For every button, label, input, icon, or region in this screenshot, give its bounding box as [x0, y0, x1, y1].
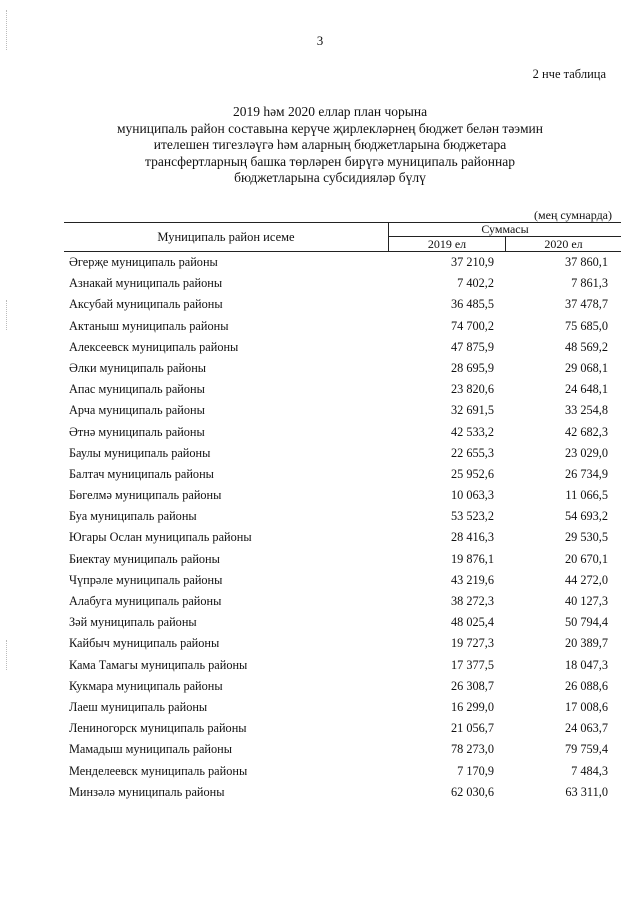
header-sums: Суммасы — [389, 223, 621, 237]
row-district-name: Баулы муниципаль районы — [69, 445, 211, 460]
row-value-2019: 78 273,0 — [450, 742, 494, 757]
title-line: муниципаль район составына керүче җирлекләрнең бюджет белән тәэмин — [117, 120, 543, 136]
row-value-2019: 32 691,5 — [450, 403, 494, 418]
title-line: 2019 һәм 2020 еллар план чорына — [232, 104, 428, 119]
row-value-2020: 50 794,4 — [564, 615, 608, 630]
row-value-2019: 47 875,9 — [450, 339, 494, 354]
row-district-name: Лаеш муниципаль районы — [69, 699, 208, 714]
row-value-2019: 26 308,7 — [450, 678, 494, 693]
table-row — [64, 422, 621, 443]
table-body — [64, 252, 621, 803]
table-row — [64, 379, 621, 400]
row-value-2020: 17 008,6 — [564, 699, 608, 714]
row-district-name: Аксубай муниципаль районы — [69, 297, 223, 312]
document-title — [60, 104, 600, 187]
table-row — [64, 358, 621, 379]
row-value-2020: 7 861,3 — [571, 276, 608, 291]
table-row — [64, 655, 621, 676]
row-value-2019: 42 533,2 — [450, 424, 494, 439]
row-value-2019: 36 485,5 — [450, 297, 494, 312]
row-value-2020: 23 029,0 — [564, 445, 608, 460]
row-value-2020: 24 063,7 — [564, 721, 608, 736]
row-value-2019: 38 272,3 — [450, 594, 494, 608]
table-row — [64, 464, 621, 485]
row-district-name: Алексеевск муниципаль районы — [69, 339, 239, 354]
row-district-name: Минзәлә муниципаль районы — [69, 784, 225, 799]
table-row — [64, 252, 621, 273]
row-district-name: Алабуга муниципаль районы — [69, 594, 222, 608]
row-value-2020: 54 693,2 — [564, 509, 608, 524]
row-value-2019: 22 655,3 — [450, 445, 494, 460]
row-district-name: Зәй муниципаль районы — [69, 615, 197, 630]
row-value-2019: 28 695,9 — [450, 360, 494, 375]
row-district-name: Кама Тамагы муниципаль районы — [69, 657, 248, 672]
row-value-2020: 48 569,2 — [564, 339, 608, 354]
row-district-name: Мамадыш муниципаль районы — [69, 742, 233, 757]
row-district-name: Чүпрәле муниципаль районы — [69, 572, 223, 587]
row-district-name: Менделеевск муниципаль районы — [69, 763, 248, 778]
table-row — [64, 718, 621, 739]
row-value-2019: 17 377,5 — [450, 657, 494, 672]
row-value-2019: 48 025,4 — [450, 615, 494, 630]
row-value-2019: 43 219,6 — [450, 572, 494, 587]
row-value-2020: 29 068,1 — [564, 360, 608, 375]
table-row — [64, 739, 621, 760]
row-district-name: Әгерҗе муниципаль районы — [69, 255, 218, 269]
title-line: ителешен тигезләүгә һәм аларның бюджетларына бюджетара — [153, 137, 507, 153]
row-value-2020: 11 066,5 — [565, 488, 608, 503]
row-value-2019: 53 523,2 — [450, 509, 494, 524]
row-district-name: Әтнә муниципаль районы — [69, 424, 205, 439]
row-value-2019: 23 820,6 — [450, 382, 494, 397]
row-district-name: Актаныш муниципаль районы — [69, 318, 229, 333]
table-row — [64, 506, 621, 527]
table-row — [64, 443, 621, 464]
row-district-name: Азнакай муниципаль районы — [69, 276, 223, 291]
table-row — [64, 294, 621, 315]
row-value-2019: 37 210,9 — [450, 255, 494, 269]
table-label: 2 нче таблица — [532, 67, 606, 81]
row-value-2020: 26 734,9 — [564, 466, 608, 481]
row-value-2020: 20 670,1 — [564, 551, 608, 566]
row-district-name: Бөгелмә муниципаль районы — [69, 488, 222, 503]
row-value-2020: 26 088,6 — [564, 678, 608, 693]
row-value-2019: 19 876,1 — [450, 551, 494, 566]
table-row — [64, 570, 621, 591]
row-district-name: Лениногорск муниципаль районы — [69, 721, 247, 736]
row-value-2020: 75 685,0 — [564, 318, 608, 333]
header-district-name: Муниципаль район исеме — [157, 229, 295, 244]
row-district-name: Әлки муниципаль районы — [69, 360, 207, 375]
row-value-2020: 37 478,7 — [564, 297, 608, 312]
row-value-2019: 25 952,6 — [450, 466, 494, 481]
header-year-2019: 2019 ел — [389, 237, 506, 251]
row-value-2020: 79 759,4 — [564, 742, 608, 757]
row-value-2020: 63 311,0 — [565, 784, 608, 799]
table-row — [64, 549, 621, 570]
row-value-2019: 7 402,2 — [457, 276, 494, 291]
table-row — [64, 633, 621, 654]
scan-margin-mark-mid — [6, 300, 9, 330]
table-row — [64, 676, 621, 697]
table-header — [64, 222, 621, 252]
row-value-2019: 7 170,9 — [457, 763, 494, 778]
row-value-2020: 42 682,3 — [564, 424, 608, 439]
table-row — [64, 316, 621, 337]
header-year-2020: 2020 ел — [544, 237, 583, 251]
table-row — [64, 612, 621, 633]
row-value-2020: 37 860,1 — [564, 255, 608, 269]
units-note: (мең сумнарда) — [534, 208, 612, 222]
row-district-name: Балтач муниципаль районы — [69, 466, 214, 481]
row-district-name: Югары Ослан муниципаль районы — [69, 530, 252, 545]
table-row — [64, 697, 621, 718]
row-value-2019: 19 727,3 — [450, 636, 494, 651]
row-district-name: Кайбыч муниципаль районы — [69, 636, 220, 651]
page-number: 3 — [316, 33, 324, 48]
row-district-name: Кукмара муниципаль районы — [69, 678, 223, 693]
row-value-2019: 74 700,2 — [450, 318, 494, 333]
table-row — [64, 527, 621, 548]
row-value-2020: 44 272,0 — [564, 572, 608, 587]
title-line: трансфертларның башка төрләрен бирүгә муниципаль районнар — [145, 153, 515, 169]
table-row — [64, 782, 621, 803]
scan-margin-mark-low — [6, 640, 9, 670]
row-district-name: Биектау муниципаль районы — [69, 551, 220, 566]
row-district-name: Буа муниципаль районы — [69, 509, 197, 524]
row-value-2020: 18 047,3 — [564, 657, 608, 672]
row-district-name: Апас муниципаль районы — [69, 382, 205, 397]
table-row — [64, 400, 621, 421]
table-row — [64, 273, 621, 294]
table-row — [64, 761, 621, 782]
row-value-2019: 16 299,0 — [450, 699, 494, 714]
table-row — [64, 591, 621, 612]
row-value-2020: 33 254,8 — [564, 403, 608, 418]
row-value-2020: 20 389,7 — [564, 636, 608, 651]
row-value-2020: 7 484,3 — [571, 763, 608, 778]
row-value-2020: 40 127,3 — [564, 594, 608, 608]
title-line: бюджетларына субсидияләр бүлү — [234, 170, 426, 186]
row-value-2019: 28 416,3 — [450, 530, 494, 545]
row-district-name: Арча муниципаль районы — [69, 403, 205, 418]
table-row — [64, 485, 621, 506]
row-value-2019: 62 030,6 — [450, 784, 494, 799]
row-value-2019: 21 056,7 — [450, 721, 494, 736]
row-value-2020: 24 648,1 — [564, 382, 608, 397]
row-value-2019: 10 063,3 — [450, 488, 494, 503]
row-value-2020: 29 530,5 — [564, 530, 608, 545]
table-row — [64, 337, 621, 358]
